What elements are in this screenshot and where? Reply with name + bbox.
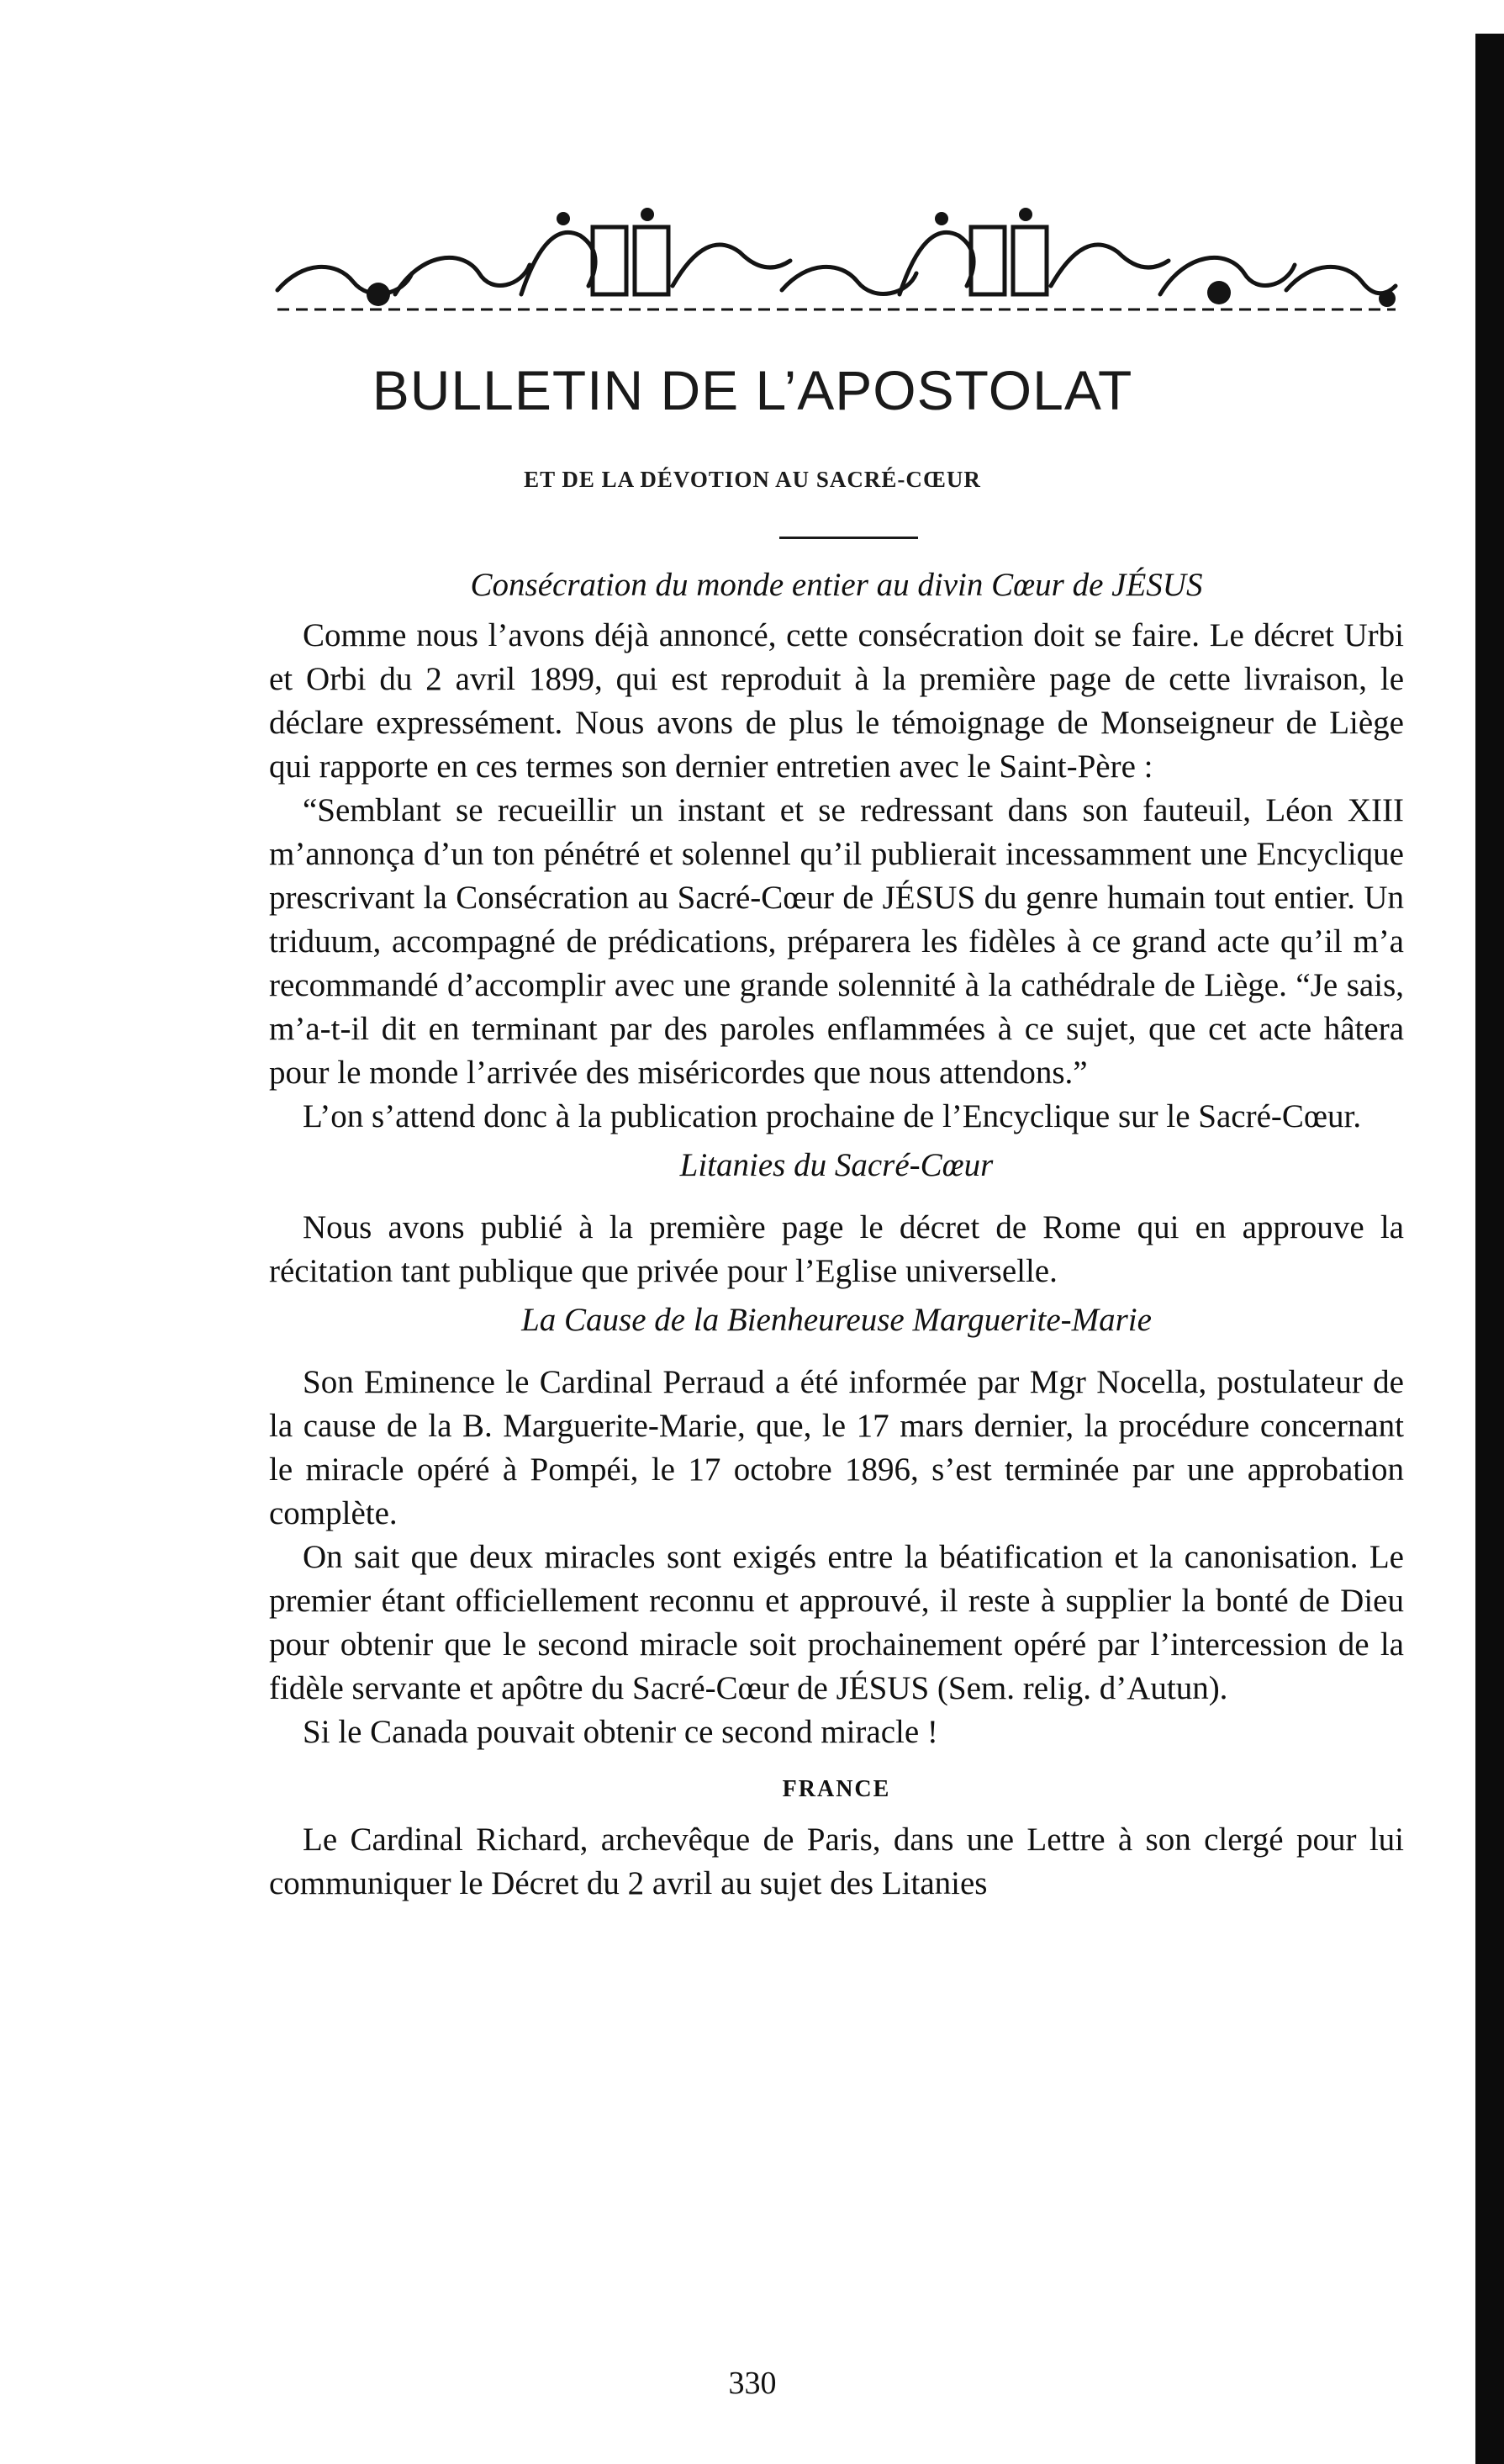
paragraph: Si le Canada pouvait obtenir ce second miracle ! (303, 1714, 938, 1750)
decorative-header-ornament (269, 202, 1404, 320)
section-heading-france: FRANCE (782, 1776, 891, 1802)
paragraph: Nous avons publié à la première page le décret de Rome qui en approuve la récitation tant publique que privée pour l’Eglise universelle. (269, 1209, 1404, 1289)
article-body (269, 558, 1404, 1906)
paragraph: On sait que deux miracles sont exigés entre la béatification et la canonisation. Le premier étant officiellement reconnu et approuvé, il reste à supplier la bonté de Dieu pour obtenir que le second miracle soit prochainement opéré par l’intercession de la fidèle servante et apôtre du Sacré-Cœur de JÉSUS (Sem. relig. d’Autun). (269, 1539, 1404, 1706)
paragraph: Son Eminence le Cardinal Perraud a été informée par Mgr Nocella, postulateur de la cause de la B. Marguerite-Marie, que, le 17 mars dernier, la procédure concernant le miracle opéré à Pompéi, le 17 octobre 1896, s’est terminée par une approbation complète. (269, 1364, 1404, 1531)
page-subtitle: ET DE LA DÉVOTION AU SACRÉ-CŒUR (524, 467, 981, 492)
paragraph: Le Cardinal Richard, archevêque de Paris, dans une Lettre à son clergé pour lui communiquer le Décret du 2 avril au sujet des Litanies (269, 1822, 1404, 1901)
section-heading: La Cause de la Bienheureuse Marguerite-Marie (521, 1302, 1152, 1338)
section-heading: Litanies du Sacré-Cœur (679, 1147, 994, 1183)
paragraph: Comme nous l’avons déjà annoncé, cette consécration doit se faire. Le décret Urbi et Orbi du 2 avril 1899, qui est reproduit à la première page de cette livraison, le déclare expressément. Nous avons de plus le témoignage de Monseigneur de Liège qui rapporte en ces termes son dernier entretien avec le Saint-Père : (269, 617, 1404, 785)
scan-edge-shadow (1475, 34, 1504, 2464)
section-heading: Consécration du monde entier au divin Cœur de JÉSUS (470, 567, 1203, 603)
page-number: 330 (728, 2366, 777, 2401)
paragraph: “Semblant se recueillir un instant et se redressant dans son fauteuil, Léon XIII m’annonça d’un ton pénétré et solennel qu’il publierait incessamment une Encyclique prescrivant la Consécration au Sacré-Cœur de JÉSUS du genre humain tout entier. Un triduum, accompagné de prédications, préparera les fidèles à ce grand acte qu’il m’a recommandé d’accomplir avec une grande solennité à la cathédrale de Liège. “Je sais, m’a-t-il dit en terminant par des paroles enflammées à ce sujet, que cet acte hâtera pour le monde l’arrivée des miséricordes que nous attendons.” (269, 792, 1404, 1091)
title-divider (779, 537, 918, 539)
paragraph: L’on s’attend donc à la publication prochaine de l’Encyclique sur le Sacré-Cœur. (303, 1098, 1362, 1134)
page-title: BULLETIN DE L’APOSTOLAT (372, 359, 1133, 421)
